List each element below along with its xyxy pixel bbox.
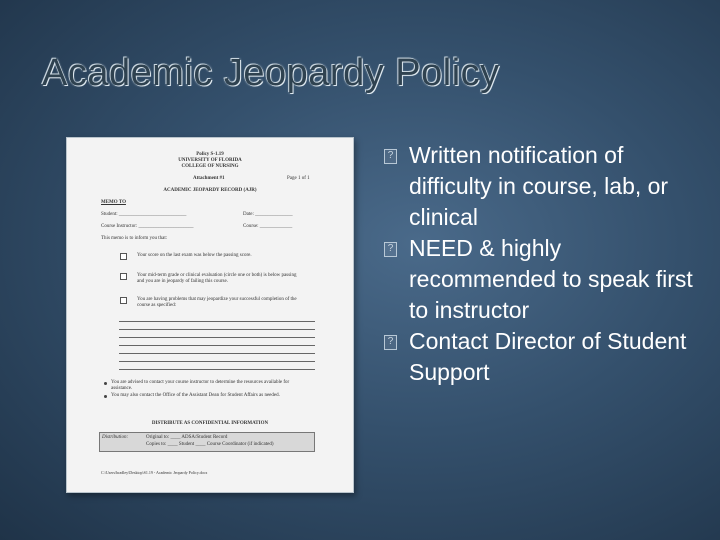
doc-memo-heading: MEMO TO (101, 200, 126, 205)
doc-distribution-original: Original to: ____ ADSA/Student Record (146, 435, 228, 440)
bullet-text: Written notification of difficulty in course, lab, or clinical (409, 142, 669, 230)
doc-blank-line (119, 321, 315, 322)
doc-bullet-dot (104, 382, 107, 385)
slide-title: Academic Jeopardy Policy (42, 52, 500, 94)
bullet-item (387, 326, 706, 388)
doc-checkbox-problems (120, 297, 127, 304)
doc-checkbox-exam (120, 253, 127, 260)
doc-distribution-copies: Copies to: ____ Student ____ Course Coordinator (if indicated) (146, 442, 274, 447)
doc-student-field: Student: ___________________________ (101, 212, 187, 217)
doc-course-field: Course: _____________ (243, 224, 293, 229)
doc-blank-line (119, 337, 315, 338)
bullet-text: NEED & highly recommended to speak first to instructor (409, 235, 693, 323)
doc-college: COLLEGE OF NURSING (181, 164, 239, 169)
doc-instructor-field: Course Instructor: ______________________ (101, 224, 194, 229)
bullet-text: Contact Director of Student Support (409, 328, 687, 385)
bullet-marker-icon: ? (384, 335, 397, 350)
doc-record-title: ACADEMIC JEOPARDY RECORD (AJR) (163, 188, 257, 193)
doc-distribution-box (99, 432, 315, 452)
doc-checkbox-midterm (120, 273, 127, 280)
doc-blank-line (119, 369, 315, 370)
doc-check-problems-text-2: course as specified: (137, 303, 177, 308)
doc-distribute-heading: DISTRIBUTE AS CONFIDENTIAL INFORMATION (151, 421, 269, 426)
doc-blank-line (119, 361, 315, 362)
doc-blank-line (119, 345, 315, 346)
academic-jeopardy-record-document (66, 137, 354, 493)
doc-blank-line (119, 353, 315, 354)
doc-advice-text-2: assistance. (111, 386, 133, 391)
doc-check-midterm-text-2: and you are in jeopardy of failing this course. (137, 279, 228, 284)
bullet-marker-icon: ? (384, 242, 397, 257)
bullet-list (387, 140, 706, 388)
doc-blank-line (119, 329, 315, 330)
doc-check-problems-text-1: You are having problems that may jeopardize your successful completion of the (137, 297, 297, 302)
doc-university: UNIVERSITY OF FLORIDA (178, 158, 242, 163)
doc-page-number: Page 1 of 1 (287, 176, 310, 181)
bullet-marker-icon: ? (384, 149, 397, 164)
doc-attachment: Attachment #1 (193, 176, 225, 181)
bullet-item (387, 140, 706, 233)
doc-date-field: Date: _______________ (243, 212, 293, 217)
doc-distribution-label: Distribution: (102, 435, 129, 440)
bullet-item (387, 233, 706, 326)
doc-footer-path: C:\Users\bradley\Desktop\S1.19 - Academic Jeopardy Policy.docx (101, 470, 208, 475)
doc-advice-text-3: You may also contact the Office of the Assistant Dean for Student Affairs as needed. (111, 393, 280, 398)
doc-check-exam-text: Your score on the last exam was below the passing score. (137, 253, 252, 258)
doc-bullet-dot (104, 395, 107, 398)
doc-check-midterm-text-1: Your mid-term grade or clinical evaluation (circle one or both) is below passing (137, 273, 297, 278)
doc-policy-number: Policy S-1.19 (196, 152, 224, 157)
doc-advice-text-1: You are advised to contact your course instructor to determine the resources available for (111, 380, 290, 385)
doc-intro-text: This memo is to inform you that: (101, 236, 168, 241)
